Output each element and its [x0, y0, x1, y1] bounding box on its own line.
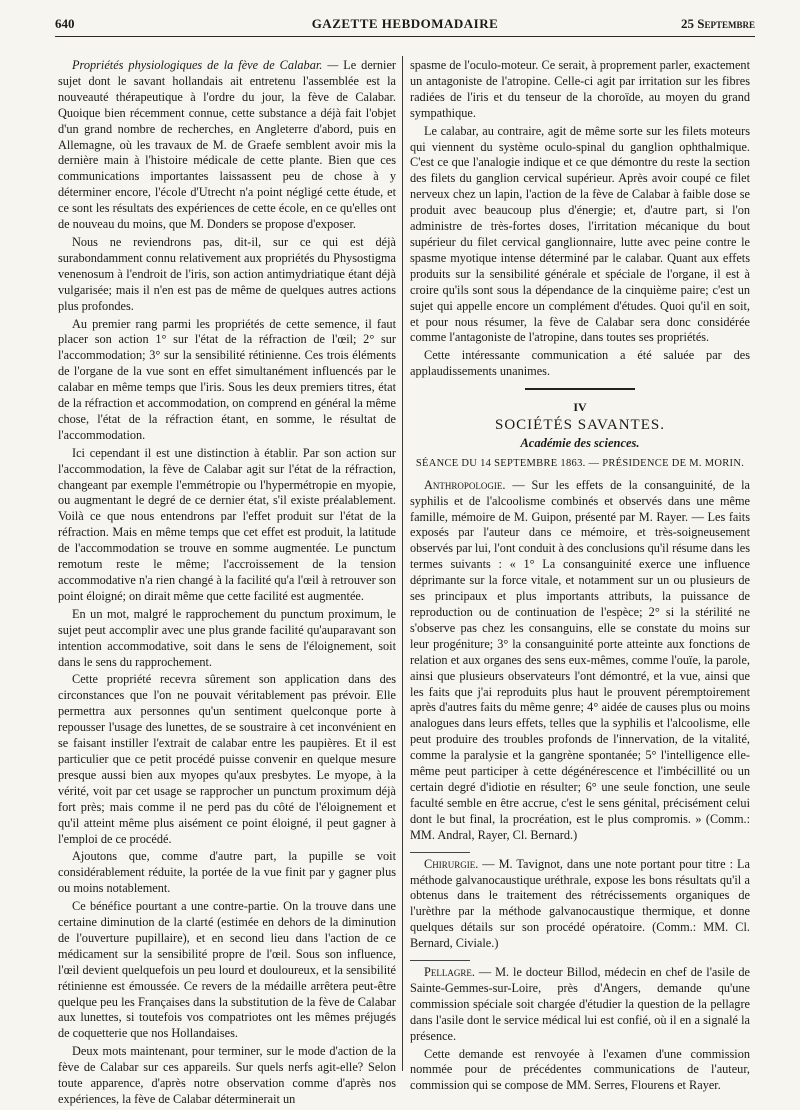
paragraph: Cette intéressante communication a été saluée par des applaudissements unanimes. — [410, 348, 750, 379]
paragraph: Ici cependant il est une distinction à établir. Par son action sur l'accommodation, la fève de Calabar agit sur l'état de la réfraction, changeant par exemple l'emmétropie ou l'hypermétropie en myopie, ou augmentant le degré de ce dernier état, s'il existe préalablement. Voilà ce que nous entendrons par l'effet produit sur l'état de la réfraction. Mais en même temps que cet effet est produit, la latitude de l'accommodation se trouve en somme augmentée. Le punctum remotum reste le même; l'accroissement de la tension accommodative n'a rien changé à la facilité qu'a l'œil à retrouver son point éloigné; on dirait même que cette facilité est augmentée. — [58, 445, 396, 603]
left-column — [58, 58, 396, 1110]
page-number: 640 — [55, 16, 75, 31]
short-rule — [410, 960, 470, 961]
paragraph-chirurgie: Chirurgie. — M. Tavignot, dans une note portant pour titre : La méthode galvanocaustique uréthrale, expose les bons résultats qu'il a obtenus dans le traitement des rétrécissements organiques de l'urèthre par la méthode galvanocaustique thermique, et donne quelques détails sur son procédé opératoire. (Comm.: MM. Cl. Bernard, Civiale.) — [410, 856, 750, 951]
section-subtitle: Académie des sciences. — [520, 435, 640, 450]
paragraph: En un mot, malgré le rapprochement du punctum proximum, le sujet peut accomplir avec une plus grande facilité qu'auparavant son intention accommodative, soit dans le sens de l'éloignement, soit dans le sens du rapprochement. — [58, 606, 396, 669]
paragraph-continued: spasme de l'oculo-moteur. Ce serait, à proprement parler, exactement un antagoniste de l'atropine. Celle-ci agit par irritation sur les fibres radiées de l'iris et du tenseur de la choroïde, au moyen du grand sympathique. — [410, 58, 750, 120]
paragraph: Nous ne reviendrons pas, dit-il, sur ce qui est déjà surabondamment connu relativement aux propriétés du Physostigma venenosum à l'endroit de l'iris, son action antimydriatique étant déjà vulgarisée; mais il n'en est pas de même de quelques autres actions plus profondes. — [58, 234, 396, 313]
header-rule — [55, 36, 755, 37]
paragraph: Ajoutons que, comme d'autre part, la pupille se voit considérablement réduite, la portée de la vue finit par y gagner plus ou moins notablement. — [58, 849, 396, 896]
paragraph-pellagre: Pellagre. — M. le docteur Billod, médecin en chef de l'asile de Sainte-Gemmes-sur-Loire, près d'Angers, demande qu'une commission spéciale soit chargée d'étudier la question de la pellagre dans l'asile dont le service médical lui est confié, où il en a signalé la présence. — [410, 965, 750, 1043]
paragraph: Le calabar, au contraire, agit de même sorte sur les filets moteurs qui viennent du système oculo-spinal du ganglion ophthalmique. C'est ce que l'analogie indique et ce que démontre du reste la section des filets du ganglion cervical supérieur. Après avoir coupé ce filet nerveux chez un lapin, l'action de la fève de Calabar à faible dose se produit avec beaucoup plus d'énergie; et, d'autre part, si l'on administre de très-fortes doses, l'irritation mécanique du bout supérieur du filet cervical ganglionnaire, lutte avec peine contre le spasme myotique intense déterminé par le calabar. Quant aux effets produits sur la sensibilité générale et spéciale de l'organe, il est à croire qu'ils sont sous la dépendance de la cinquième paire; c'est un sujet qui appelle encore un complément d'études. Quoi qu'il en soit, et pour nous résumer, la fève de Calabar sera donc considérée comme l'antagoniste de l'atropine, dans toutes ses propriétés. — [410, 123, 750, 345]
paragraph: Ce bénéfice pourtant a une contre-partie. On la trouve dans une certaine diminution de la clarté (estimée en dehors de la diminution de l'ouverture pupillaire), et en second lieu dans l'action de ce médicament sur la sensibilité propre de l'œil. Sous son influence, l'œil devient quelquefois un peu lourd et douloureux, et la sensibilité rétinienne est émoussée. Ce revers de la médaille arrêtera peut-être quelque peu les Françaises dans la substitution de la fève de Calabar aux lunettes, si toutefois vos compatriotes ont les mêmes préjugés de coquetterie que nos Hollandaises. — [58, 899, 396, 1041]
publication-title: GAZETTE HEBDOMADAIRE — [311, 16, 499, 31]
rubric-label: Anthropologie. — — [424, 477, 525, 492]
section-separator — [525, 388, 635, 390]
short-rule — [410, 852, 470, 853]
paragraph: Cette propriété recevra sûrement son application dans des circonstances que l'on ne pouvait véritablement pas prévoir. Elle permettra aux personnes qu'un sentiment quelconque porte à repousser l'usage des lunettes, de se soustraire à cet inconvénient en se faisant instiller l'extrait de calabar entre les paupières. Et il est particulier que ce petit procédé puisse convenir en quelque mesure presque aussi bien aux myopes qu'aux presbytes. Le myope, à la vérité, voit par cet usage se rapprocher un punctum proximum déjà fort près; mais comme il ne perd pas du côté de l'éloignement et qu'il atteint même plus aisément ce point éloigné, il peut gagner à l'emploi de ce procédé. — [58, 672, 396, 846]
section-title: SOCIÉTÉS SAVANTES. — [495, 417, 665, 434]
rubric-label: Chirurgie. — — [424, 856, 495, 871]
paragraph: Cette demande est renvoyée à l'examen d'une commission nommée pour de précédentes communications de l'auteur, commission qui se compose de MM. Serres, Flourens et Rayer. — [410, 1046, 750, 1093]
rubric-label: Pellagre. — — [424, 965, 492, 980]
page-header — [55, 12, 755, 38]
paragraph: Deux mots maintenant, pour terminer, sur le mode d'action de la fève de Calabar sur ces appareils. Sur quels nerfs agit-elle? Selon toute apparence, d'après notre observation comme d'après nos expériences, la fève de Calabar déterminerait un — [58, 1044, 396, 1106]
right-column — [410, 58, 750, 1096]
column-divider — [402, 56, 403, 1071]
paragraph-calabar-intro: Propriétés physiologiques de la fève de Calabar. — Le dernier sujet dont le savant hollandais ait entretenu l'assemblée est la nouveauté thérapeutique à l'ordre du jour, la fève de Calabar. Quoique bien récemment connue, cette substance a déjà fait l'objet d'un grand nombre de recherches, en Angleterre d'abord, puis en Allemagne, où les travaux de M. de Graefe semblent avoir mis la dernière main à l'histoire médicale de cette plante. Bien que ces communications importantes laissassent peu de chose à y déterminer encore, l'école d'Utrecht n'a point négligé cette étude, et ce sont les résultats des expériences de cette école, en ce qu'elles ont de nouveau du moins, que M. Donders se propose d'exposer. — [58, 58, 397, 232]
paragraph: Au premier rang parmi les propriétés de cette semence, il faut placer son action 1° sur l'état de la réfraction de l'œil; 2° sur l'accommodation; 3° sur la sensibilité rétinienne. Ces trois éléments de l'organe de la vue sont en effet simultanément influencés par le calabar en même temps que l'iris. Sous les deux premiers titres, état de la réfraction et accommodation, on comprend en général la même chose, l'état de la réfraction étant, en somme, le résultat de l'accommodation. — [58, 316, 396, 442]
paragraph-heading: Propriétés physiologiques de la fève de Calabar. — — [72, 58, 339, 72]
paragraph-anthropologie: Anthropologie. — Sur les effets de la consanguinité, de la syphilis et de l'alcoolisme combinés et observés dans une même famille, mémoire de M. Guipon, présenté par M. Rayer. — Les faits exposés par l'auteur dans ce mémoire, et très-soigneusement observés par lui, l'ont conduit à des conclusions qu'il résume dans les termes suivants : « 1° La consanguinité exerce une influence déprimante sur la force vitale, et notamment sur un ou plusieurs de ses principaux et plus importants attributs, la puissance de reproduction ou de continuation de l'espèce; 2° si la stérilité ne s'observe pas chez les consanguins, elle se constate du moins sur leur progéniture; 3° la consanguinité porte atteinte aux fonctions de relation et aux organes des sens eux-mêmes, comme l'ouïe, la parole, ainsi que plusieurs observateurs l'ont démontré, et la vue, ainsi que les faits que j'ai reproduits plus haut le prouvent péremptoirement après d'autres faits du même genre; 4° aidée de causes plus ou moins analogues dans leurs effets, telles que la syphilis et l'alcoolisme, elle peut produire des troubles profonds de l'innervation, de la vitalité, comme la paralysie et la gangrène spontanée; 5° l'intelligence elle-même peut participer à cette dégénérescence et l'imbécillité ou un certain degré d'idiotie en résulter; 6° une seule fonction, une seule faculté semble en être accrue, c'est le sens génital, précisément celui dont le but final, la procréation, est le plus compromis. » (Comm.: MM. Andral, Rayer, Cl. Bernard.) — [410, 477, 750, 842]
session-line: SÉANCE DU 14 SEPTEMBRE 1863. — PRÉSIDENCE DE M. MORIN. — [415, 457, 745, 469]
section-number: IV — [573, 400, 587, 415]
issue-date: 25 Septembre — [681, 16, 755, 31]
